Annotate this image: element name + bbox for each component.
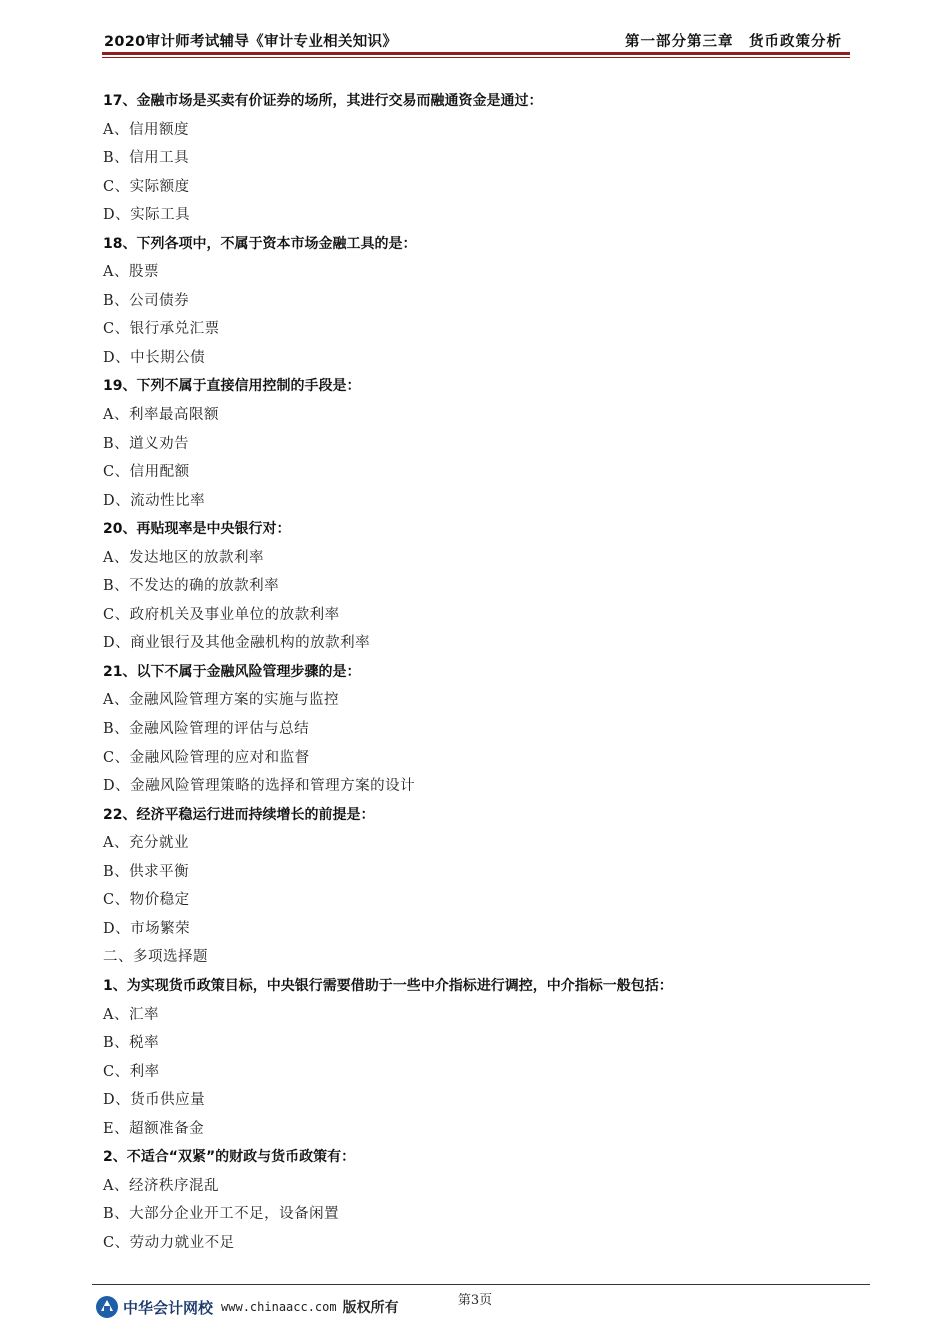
answer-option: A、发达地区的放款利率 [103,549,264,566]
question-list [103,87,843,1257]
answer-option: B、公司债券 [103,292,190,309]
answer-option: C、实际额度 [103,178,190,195]
question-stem: 19、下列不属于直接信用控制的手段是： [103,378,361,395]
answer-option: B、供求平衡 [103,863,190,880]
header-rule [102,52,850,55]
answer-option: D、金融风险管理策略的选择和管理方案的设计 [103,778,416,795]
answer-option: A、信用额度 [103,121,189,138]
footer-brand [96,1295,399,1319]
answer-option: C、利率 [103,1063,160,1080]
answer-option: B、道义劝告 [103,435,190,452]
answer-option: D、实际工具 [103,207,191,224]
answer-option: A、金融风险管理方案的实施与监控 [103,692,339,709]
answer-option: D、流动性比率 [103,492,206,509]
answer-option: C、信用配额 [103,464,190,481]
answer-option: A、利率最高限额 [103,407,219,424]
answer-option: B、金融风险管理的评估与总结 [103,721,310,738]
answer-option: C、政府机关及事业单位的放款利率 [103,606,340,623]
brand-url[interactable]: www.chinaacc.com [221,1300,337,1314]
answer-option: A、汇率 [103,1006,159,1023]
answer-option: A、经济秩序混乱 [103,1177,219,1194]
question-stem: 2、不适合“双紧”的财政与货币政策有： [103,1149,356,1166]
answer-option: A、股票 [103,264,159,281]
question-stem: 1、为实现货币政策目标，中央银行需要借助于一些中介指标进行调控，中介指标一般包括： [103,977,673,994]
answer-option: B、税率 [103,1035,160,1052]
header-rule-thin [102,57,850,58]
answer-option: B、信用工具 [103,150,190,167]
question-stem: 20、再贴现率是中央银行对： [103,521,291,538]
answer-option: B、大部分企业开工不足，设备闲置 [103,1206,340,1223]
copyright-text: 版权所有 [342,1300,399,1316]
brand-name: 中华会计网校 [123,1298,214,1317]
question-stem: 21、以下不属于金融风险管理步骤的是： [103,663,361,680]
answer-option: A、充分就业 [103,835,189,852]
answer-option: C、金融风险管理的应对和监督 [103,749,310,766]
answer-option: C、银行承兑汇票 [103,321,220,338]
answer-option: C、劳动力就业不足 [103,1234,235,1251]
answer-option: D、市场繁荣 [103,920,191,937]
chinaacc-logo-icon [96,1296,118,1318]
header-chapter: 第一部分第三章 货币政策分析 [625,34,842,50]
question-stem: 17、金融市场是买卖有价证券的场所，其进行交易而融通资金是通过： [103,93,543,109]
answer-option: E、超额准备金 [103,1120,205,1137]
page-number: 第3页 [457,1293,493,1308]
answer-option: B、不发达的确的放款利率 [103,578,280,595]
answer-option: C、物价稳定 [103,892,190,909]
question-stem: 22、经济平稳运行进而持续增长的前提是： [103,806,375,823]
header-title: 2020审计师考试辅导《审计专业相关知识》 [104,34,398,50]
footer-rule [92,1284,870,1285]
section-heading: 二、多项选择题 [103,949,208,966]
question-stem: 18、下列各项中，不属于资本市场金融工具的是： [103,235,417,252]
answer-option: D、中长期公债 [103,349,206,366]
answer-option: D、货币供应量 [103,1092,206,1109]
answer-option: D、商业银行及其他金融机构的放款利率 [103,635,371,652]
